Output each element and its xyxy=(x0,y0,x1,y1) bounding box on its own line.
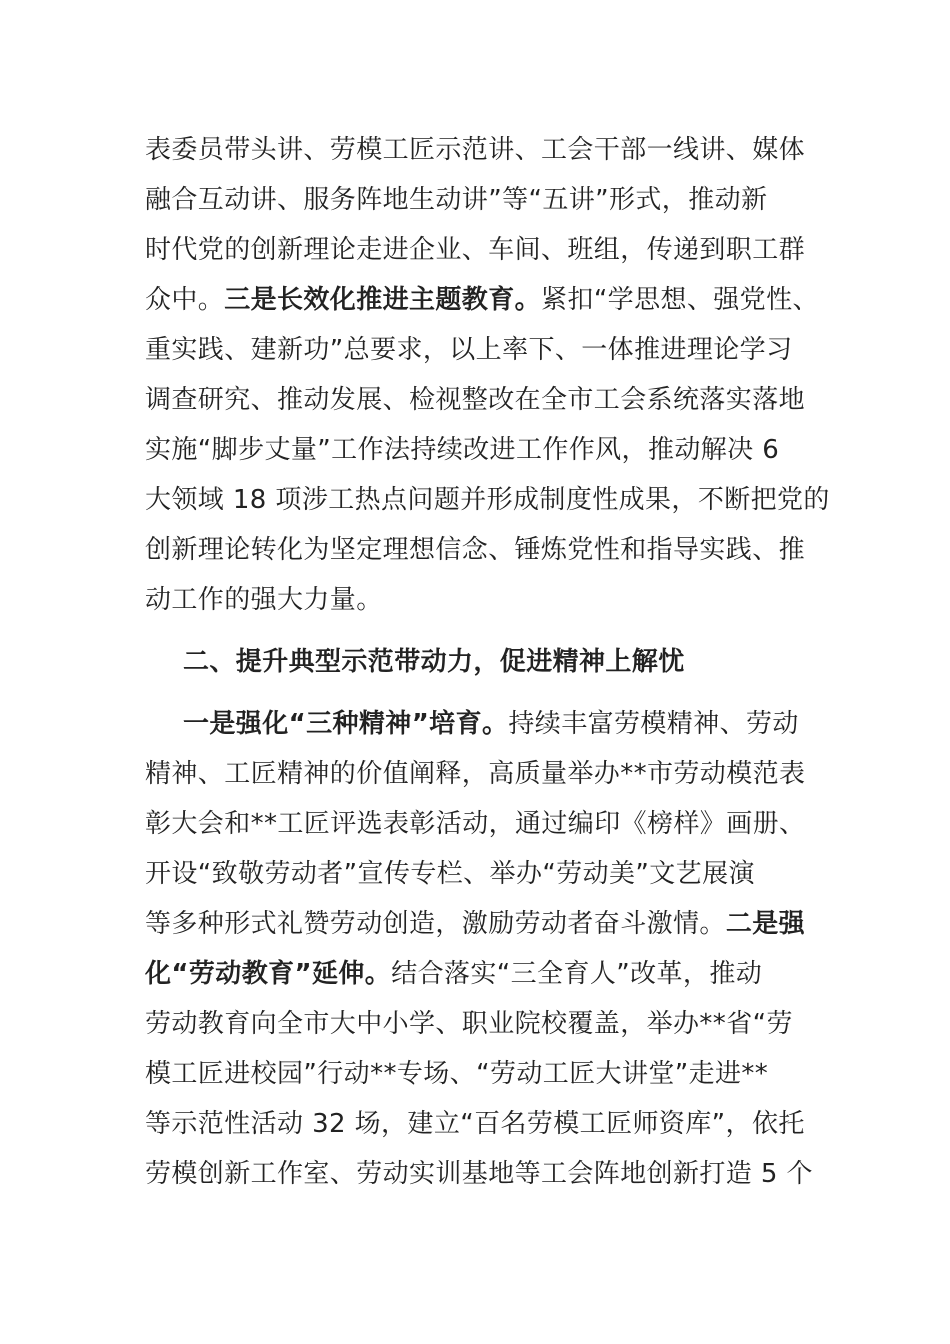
text-segment: 大领域 18 项涉工热点问题并形成制度性成果，不断把党的 xyxy=(145,485,830,515)
text-line xyxy=(145,183,767,217)
text-segment: 表委员带头讲、劳模工匠示范讲、工会干部一线讲、媒体 xyxy=(145,135,806,165)
text-segment: 劳模创新工作室、劳动实训基地等工会阵地创新打造 5 个 xyxy=(145,1159,813,1189)
text-line xyxy=(145,1107,805,1141)
text-line xyxy=(145,1157,813,1191)
text-line xyxy=(145,1007,793,1041)
text-segment: 创新理论转化为坚定理想信念、锤炼党性和指导实践、推 xyxy=(145,535,806,565)
text-line xyxy=(145,1057,768,1091)
text-line xyxy=(145,333,792,367)
text-line xyxy=(145,383,805,417)
text-line xyxy=(145,283,819,317)
text-segment: 动工作的强大力量。 xyxy=(145,585,383,615)
text-segment: 劳动教育向全市大中小学、职业院校覆盖，举办**省“劳 xyxy=(145,1009,793,1039)
text-segment: 融合互动讲、服务阵地生动讲”等“五讲”形式，推动新 xyxy=(145,185,768,215)
bold-text-segment: 一是强化“三种精神”培育。 xyxy=(183,709,509,739)
bold-text-segment: 三是长效化推进主题教育。 xyxy=(224,285,542,315)
bold-text-segment: 二是强 xyxy=(725,909,806,939)
text-segment: 重实践、建新功”总要求，以上率下、一体推进理论学习 xyxy=(145,335,793,365)
text-segment: 等多种形式礼赞劳动创造，激励劳动者奋斗激情。 xyxy=(145,909,726,939)
text-line xyxy=(145,907,805,941)
text-line xyxy=(145,433,779,467)
text-line xyxy=(183,707,799,741)
text-segment: 精神、工匠精神的价值阐释，高质量举办**市劳动模范表 xyxy=(145,759,806,789)
section-heading xyxy=(183,645,685,679)
text-segment: 时代党的创新理论走进企业、车间、班组，传递到职工群 xyxy=(145,235,806,265)
text-line xyxy=(145,957,762,991)
bold-text-segment: 化“劳动教育”延伸。 xyxy=(145,959,392,989)
text-line xyxy=(145,533,805,567)
text-segment: 开设“致敬劳动者”宣传专栏、举办“劳动美”文艺展演 xyxy=(145,859,755,889)
text-line xyxy=(145,583,383,617)
text-line xyxy=(145,857,755,891)
text-segment: 模工匠进校园”行动**专场、“劳动工匠大讲堂”走进** xyxy=(145,1059,769,1089)
text-line xyxy=(145,233,805,267)
bold-text-segment: 二、提升典型示范带动力，促进精神上解忧 xyxy=(183,647,685,677)
text-segment: 紧扣“学思想、强党性、 xyxy=(541,285,819,315)
text-line xyxy=(145,807,805,841)
text-line xyxy=(145,483,830,517)
text-segment: 众中。 xyxy=(145,285,225,315)
text-segment: 等示范性活动 32 场，建立“百名劳模工匠师资库”，依托 xyxy=(145,1109,805,1139)
text-segment: 彰大会和**工匠评选表彰活动，通过编印《榜样》画册、 xyxy=(145,809,806,839)
text-line xyxy=(145,133,805,167)
text-segment: 调查研究、推动发展、检视整改在全市工会系统落实落地 xyxy=(145,385,806,415)
text-line xyxy=(145,757,805,791)
text-segment: 实施“脚步丈量”工作法持续改进工作作风，推动解决 6 xyxy=(145,435,780,465)
text-segment: 持续丰富劳模精神、劳动 xyxy=(508,709,799,739)
text-segment: 结合落实“三全育人”改革，推动 xyxy=(391,959,763,989)
